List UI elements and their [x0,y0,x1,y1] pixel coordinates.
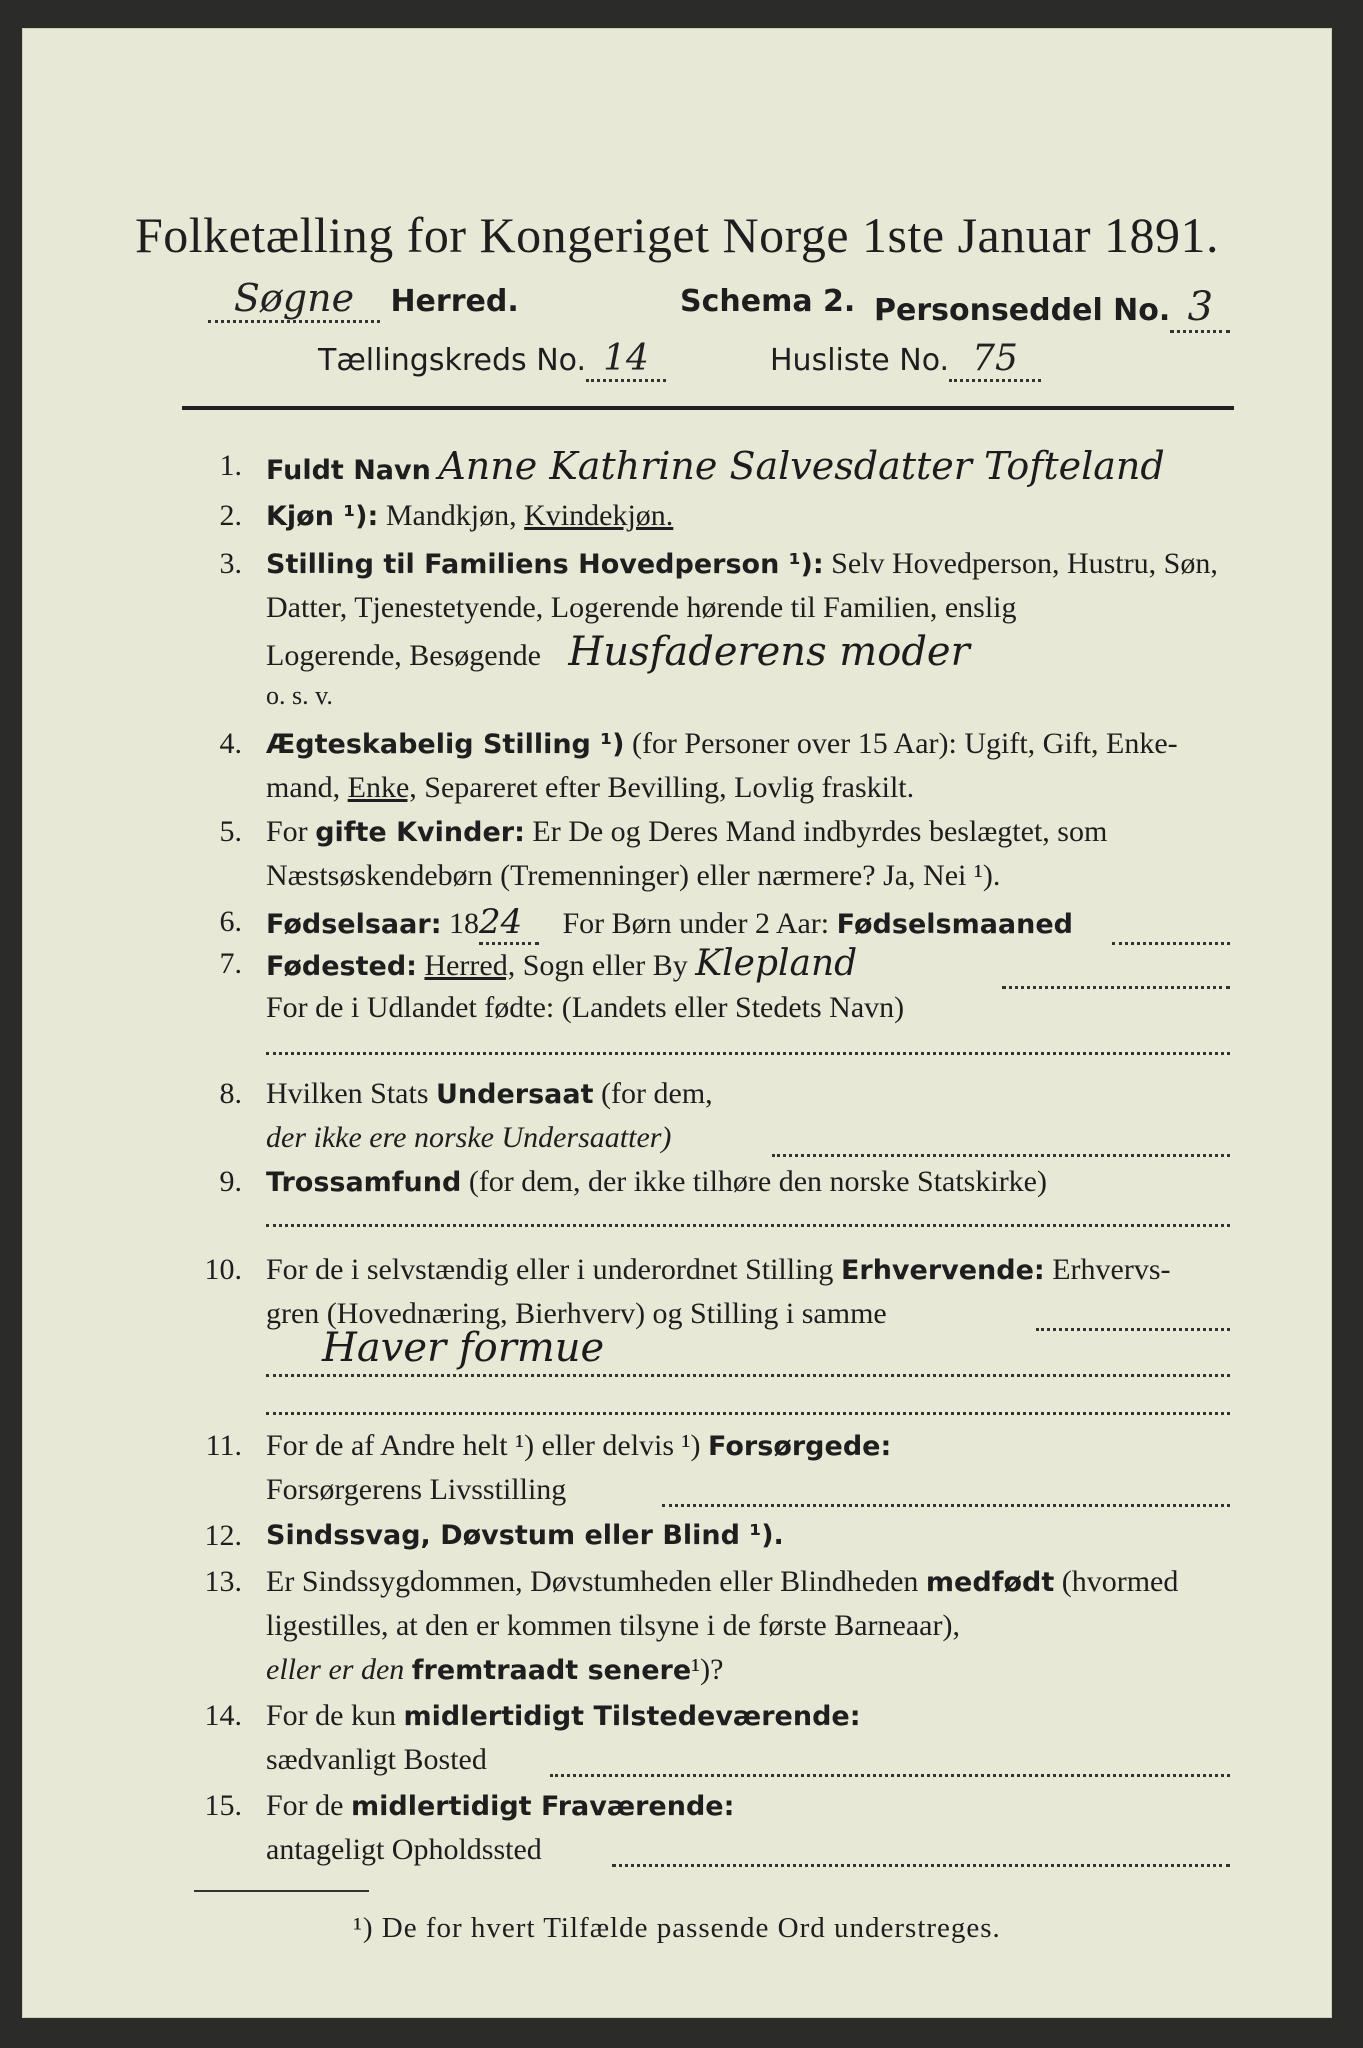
taellingskreds-label: Tællingskreds No. [318,343,586,378]
temp-present-label: midlertidigt Tilstedeværende: [403,1701,861,1732]
occupation-label: Erhvervende: [840,1255,1045,1286]
husliste-line [770,338,1041,382]
acquired-later-label: fremtraadt senere [411,1655,692,1686]
foreign-birthplace-label: For de i Udlandet fødte: (Landets eller Stedets Navn) [266,991,905,1024]
item-9-content [266,1162,1232,1203]
item-number: 3. [219,547,242,580]
item-4-content [266,724,1232,765]
item-number: 13. [204,1565,242,1598]
marital-option-enke-selected: Enke, [347,771,417,804]
married-women-question-2: Næstsøskendebørn (Tremenninger) eller nærmere? Ja, Nei ¹). [266,859,1001,892]
citizenship-field [772,1154,1230,1157]
married-women-label: gifte Kvinder: [315,817,525,848]
supported-label: Forsørgede: [708,1431,892,1462]
occupation-suffix: Erhvervs- [1052,1253,1171,1286]
header-divider [182,406,1234,410]
supported-prefix: For de af Andre helt ¹) eller delvis ¹) [266,1429,701,1462]
item-number: 7. [219,947,242,980]
item-13-line3-content [266,1650,1232,1691]
disability-label: Sindssvag, Døvstum eller Blind ¹). [266,1520,784,1551]
citizenship-label: Undersaat [436,1079,594,1110]
birth-year-value: 24 [479,902,539,945]
marital-status-options-1: (for Personer over 15 Aar): Ugift, Gift, Enke- [631,727,1178,760]
item-number: 5. [219,815,242,848]
footnote-rule [194,1890,369,1892]
personseddel-line [874,284,1230,333]
birth-year-prefix: 18 [449,907,479,940]
item-8-content [266,1074,1232,1115]
item-3-content [266,544,1232,585]
temp-absent-label: midlertidigt Fraværende: [351,1791,735,1822]
birth-year-label: Fødselsaar: [266,909,442,940]
item-13-content [266,1562,1232,1603]
husliste-value: 75 [949,338,1041,382]
birthplace-options: Sogn eller By [522,949,688,982]
disability-question-2: ligestilles, at den er kommen tilsyne i de første Barneaar), [266,1609,960,1642]
occupation-field-2 [266,1374,1230,1377]
herred-label: Herred. [390,284,519,319]
full-name-label: Fuldt Navn [266,455,431,486]
item-number: 14. [204,1699,242,1732]
married-women-prefix: For [266,815,308,848]
item-2-content [266,496,1232,537]
birth-month-prefix: For Børn under 2 Aar: [562,907,830,940]
birthplace-value: Klepland [695,943,858,984]
married-women-question-1: Er De og Deres Mand indbyrdes beslægtet, som [532,815,1108,848]
item-10-content [266,1250,1232,1291]
disability-question-suffix: (hvormed [1061,1565,1179,1598]
item-number: 6. [219,905,242,938]
disability-question-3: eller er den [266,1653,405,1686]
footnote: ¹) De for hvert Tilfælde passende Ord understreges. [353,1912,1001,1944]
probable-residence-label: antageligt Opholdssted [266,1833,542,1866]
occupation-value: Haver formue [322,1325,605,1371]
item-number: 10. [204,1253,242,1286]
citizenship-prefix: Hvilken Stats [266,1077,429,1110]
item-5-content [266,812,1232,853]
item-3-line3-content [266,629,1232,676]
family-position-value: Husfaderens moder [568,629,970,675]
occupation-note: gren (Hovednæring, Bierhverv) og Stilling i samme [266,1297,887,1330]
provider-occupation-field [662,1504,1230,1507]
sex-label: Kjøn ¹): [266,501,379,532]
religion-label: Trossamfund [266,1167,462,1198]
personseddel-value: 3 [1170,284,1230,333]
item-15-content [266,1786,1232,1827]
item-number: 12. [204,1519,242,1552]
herred-value: Søgne [208,276,380,323]
foreign-birthplace-field [266,1052,1230,1055]
birth-month-label: Fødselsmaaned [836,909,1074,940]
census-form-sheet [22,28,1332,2018]
item-number: 8. [219,1077,242,1110]
item-number: 4. [219,727,242,760]
sex-option-female-selected: Kvindekjøn. [524,499,674,532]
disability-question-end: ¹)? [691,1653,724,1686]
header-herred-line [208,276,519,323]
item-11-content [266,1426,1232,1467]
probable-residence-field [612,1864,1230,1867]
item-7-content [266,944,1232,987]
item-4-line2-content [266,768,1232,808]
full-name-value: Anne Kathrine Salvesdatter Tofteland [438,444,1165,488]
family-position-options-3: Logerende, Besøgende [266,639,541,672]
marital-status-options-2: Separeret efter Bevilling, Lovlig fraskilt. [424,771,915,804]
item-number: 1. [219,449,242,482]
marital-status-label: Ægteskabelig Stilling ¹) [266,729,625,760]
usual-residence-field [550,1774,1230,1777]
usual-residence-label: sædvanligt Bosted [266,1743,487,1776]
item-6-content [266,902,1232,945]
husliste-label: Husliste No. [770,343,950,378]
item-14-content [266,1696,1232,1737]
temp-absent-prefix: For de [266,1789,344,1822]
item-number: 9. [219,1165,242,1198]
occupation-field-3 [266,1412,1230,1415]
provider-occupation-label: Forsørgerens Livsstilling [266,1473,567,1506]
sex-option-male: Mandkjøn, [385,499,517,532]
personseddel-label: Personseddel No. [874,293,1171,328]
taellingskreds-line [318,338,666,382]
item-number: 2. [219,499,242,532]
family-position-options-1: Selv Hovedperson, Hustru, Søn, [831,547,1218,580]
birthplace-label: Fødested: [266,951,417,982]
taellingskreds-value: 14 [586,338,666,382]
item-number: 11. [205,1429,242,1462]
citizenship-note: der ikke ere norske Undersaatter) [266,1121,672,1154]
schema-label: Schema 2. [680,284,856,319]
religion-field [266,1224,1230,1227]
family-position-label: Stilling til Familiens Hovedperson ¹): [266,549,824,580]
family-position-etc: o. s. v. [266,681,333,710]
religion-note: (for dem, der ikke tilhøre den norske Statskirke) [468,1165,1047,1198]
temp-present-prefix: For de kun [266,1699,396,1732]
form-title: Folketælling for Kongeriget Norge 1ste Januar 1891. [134,207,1220,263]
item-1-content [266,446,1232,491]
family-position-options-2: Datter, Tjenestetyende, Logerende hørende til Familien, enslig [266,591,1017,624]
citizenship-suffix: (for dem, [601,1077,713,1110]
congenital-label: medfødt [925,1567,1055,1598]
occupation-prefix: For de i selvstændig eller i underordnet Stilling [266,1253,834,1286]
marital-option-enkemand: mand, [266,771,341,804]
item-number: 15. [204,1789,242,1822]
birthplace-option-herred-selected: Herred, [424,949,516,982]
disability-question-prefix: Er Sindssygdommen, Døvstumheden eller Blindheden [266,1565,919,1598]
